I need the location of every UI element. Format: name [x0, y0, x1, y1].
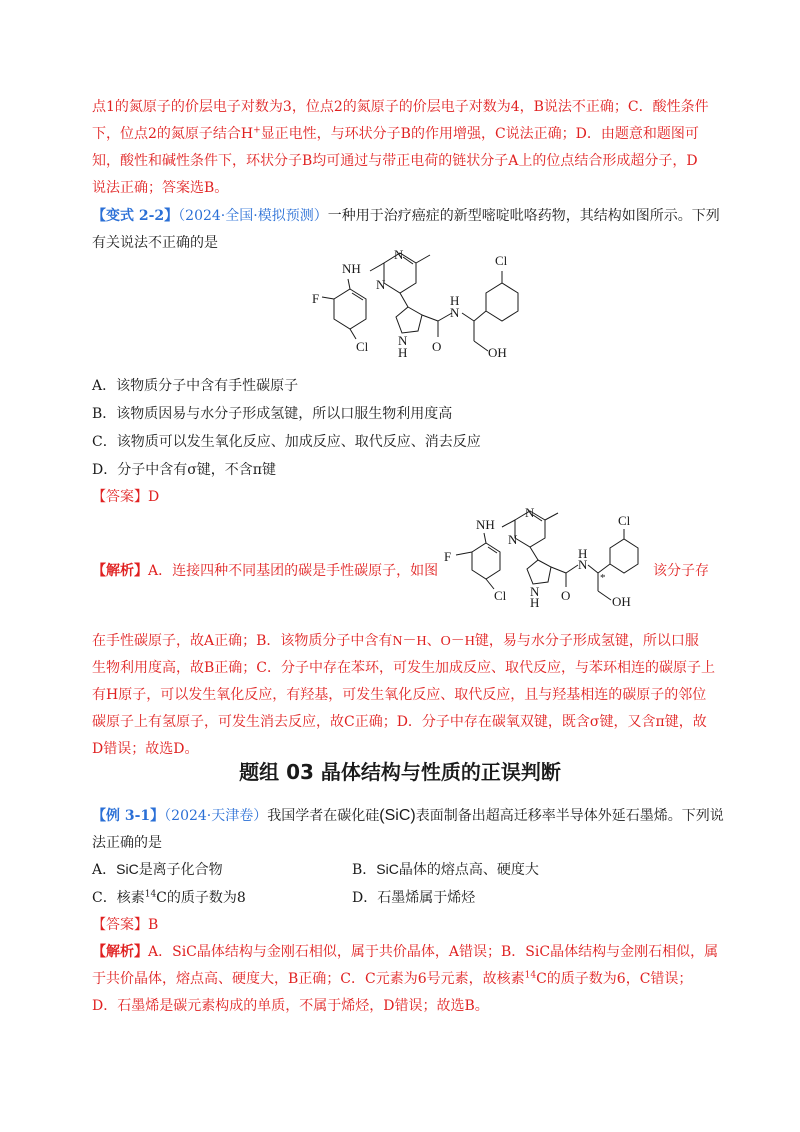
- intro-line-1: 点1的氮原子的价层电子对数为3，位点2的氮原子的价层电子对数为4，B说法不正确；C．酸性条件: [92, 99, 709, 115]
- amide-n: N: [450, 305, 460, 320]
- analysis-2-2-line-2: 在手性碳原子，故A正确；B．该物质分子中含有N－H、O－H键，易与水分子形成氢键，所以口服: [92, 633, 699, 649]
- nh-bond: N－H: [392, 634, 427, 649]
- analysis-2-2-line-5: 碳原子上有氢原子，可发生消去反应，故C正确；D．分子中存在碳氧双键，既含σ键，又含π键，故: [92, 714, 707, 730]
- analysis-a: A．连接四种不同基团的碳是手性碳原子，如图: [148, 563, 439, 579]
- nh-label: NH: [342, 261, 361, 276]
- molecule-structure-2: [430, 505, 656, 620]
- section-title: 题组 03 晶体结构与性质的正误判断: [239, 760, 561, 784]
- question-2-2-stem-line-1: [92, 205, 720, 225]
- analysis-tag: 【解析】: [92, 563, 148, 579]
- analysis-2-2-line-3: 生物利用度高，故B正确；C．分子中存在苯环，可发生加成反应、取代反应，与苯环相连的碳原子上: [92, 660, 715, 676]
- hydroxyl-b: OH: [612, 594, 631, 609]
- analysis-3-1-line-1: 【解析】A．SiC晶体结构与金刚石相似，属于共价晶体，A错误；B．SiC晶体结构与金刚石相似，属: [92, 944, 719, 960]
- chiral-star: *: [600, 572, 606, 584]
- chloro-label-a: Cl: [356, 339, 369, 354]
- option-d: D．分子中含有σ键，不含π键: [92, 462, 276, 478]
- oh-bond: O－H: [440, 634, 475, 649]
- pyrimidine-n1-b: N: [525, 505, 535, 520]
- amide-h-b: H: [578, 546, 588, 561]
- h-plus: H+: [240, 125, 261, 142]
- answer-3-1: 【答案】B: [92, 917, 159, 933]
- pyrrole-h-b: H: [530, 595, 540, 610]
- pyrimidine-n1: N: [394, 247, 404, 262]
- option-c: C．该物质可以发生氧化反应、加成反应、取代反应、消去反应: [92, 434, 481, 450]
- analysis-3-1-line-3: D．石墨烯是碳元素构成的单质，不属于烯烃，D错误；故选B。: [92, 998, 489, 1014]
- fluoro-label: F: [312, 291, 320, 306]
- carbonyl-o-b: O: [561, 588, 571, 603]
- pyrrole-n-b: N: [530, 584, 540, 599]
- sic-formula: (SiC): [379, 807, 416, 824]
- amide-n-b: N: [578, 557, 588, 572]
- analysis-2-2-line-1b: 该分子存: [653, 563, 709, 579]
- question-tag: 【变式 2-2】: [92, 208, 179, 224]
- example-option-b: B．SiC晶体的熔点高、硬度大: [352, 861, 539, 878]
- chloro-label-c: Cl: [494, 588, 507, 603]
- question-3-1-stem-line-2: 法正确的是: [92, 835, 162, 851]
- molecule-structure-1: [290, 245, 530, 375]
- fluoro-label-b: F: [444, 549, 452, 564]
- pyrrole-n: N: [398, 333, 408, 348]
- intro-line-3: 知，酸性和碱性条件下，环状分子B均可通过与带正电荷的链状分子A上的位点结合形成超分子，D: [92, 153, 698, 169]
- question-2-2-stem-line-2: 有关说法不正确的是: [92, 235, 218, 251]
- example-option-c: C．核素$^{14}$C的质子数为8: [92, 889, 246, 906]
- intro-line-4: 说法正确；答案选B。: [92, 180, 229, 196]
- answer-2-2: 【答案】D: [92, 489, 160, 505]
- analysis-2-2-line-6: D错误；故选D。: [92, 741, 199, 757]
- nh-label-b: NH: [476, 517, 495, 532]
- example-tag: 【例 3-1】: [92, 808, 165, 824]
- intro-line-2b: 显正电性，与环状分子B的作用增强，C说法正确；D．由题意和题图可: [260, 126, 699, 142]
- amide-h: H: [450, 293, 460, 308]
- pyrimidine-n2: N: [376, 277, 386, 292]
- carbonyl-o: O: [432, 339, 442, 354]
- intro-line-2: [92, 123, 699, 143]
- chloro-label-b: Cl: [495, 253, 508, 268]
- option-a: A．该物质分子中含有手性碳原子: [92, 378, 299, 394]
- hydroxyl: OH: [488, 345, 507, 360]
- pyrimidine-n2-b: N: [508, 532, 518, 547]
- intro-line-2a: 下，位点2的氮原子结合: [92, 126, 241, 142]
- pyrrole-h: H: [398, 345, 408, 360]
- example-source: （2024·天津卷）: [164, 808, 268, 824]
- example-option-d: D．石墨烯属于烯烃: [352, 890, 476, 906]
- analysis-3-1-line-2: 于共价晶体，熔点高、硬度大，B正确；C．C元素为6号元素，故核素$^{14}$C的质子数为6，C错误；: [92, 970, 693, 987]
- analysis-2-2-line-4: 有H原子，可以发生氧化反应，有羟基，可发生氧化反应、取代反应，且与羟基相连的碳原子的邻位: [92, 687, 707, 703]
- example-option-a: A．SiC是离子化合物: [92, 861, 223, 878]
- question-source: （2024·全国·模拟预测）: [178, 208, 328, 224]
- question-stem: 一种用于治疗癌症的新型嘧啶吡咯药物，其结构如图所示。下列: [327, 208, 720, 224]
- option-b: B．该物质因易与水分子形成氢键，所以口服生物利用度高: [92, 406, 453, 422]
- question-3-1-stem-line-1: 【例 3-1】（2024·天津卷）我国学者在碳化硅(SiC)表面制备出超高迁移率半导体外延石墨烯。下列说: [92, 807, 724, 824]
- analysis-2-2-line-1: [92, 560, 438, 580]
- chloro-label-d: Cl: [618, 513, 631, 528]
